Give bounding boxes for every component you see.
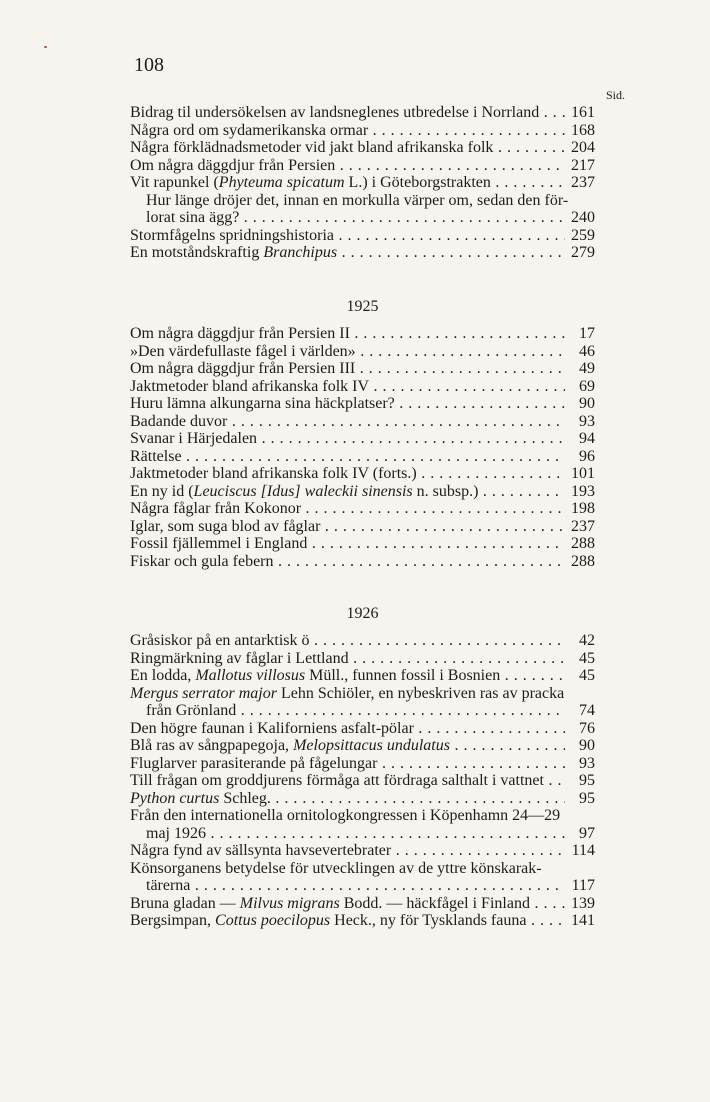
toc-entry-line: Hur länge dröjer det, innan en morkulla värper om, sedan den för- xyxy=(146,191,569,209)
toc-entry: Badande duvor . . . 93 xyxy=(130,413,595,431)
toc-entry: Fiskar och gula febern . . . 288 xyxy=(130,553,595,571)
toc-entry: från Grönland . . . 74 xyxy=(130,702,595,720)
toc-entry: Jaktmetoder bland afrikanska folk IV (forts.) . . . 101 xyxy=(130,465,595,483)
toc-entry: »Den värdefullaste fågel i världen» . . . 46 xyxy=(130,343,595,361)
page-number: 108 xyxy=(134,54,164,76)
toc-entry: maj 1926 . . . 97 xyxy=(130,825,595,843)
toc-entry: Några förklädnadsmetoder vid jakt bland afrikanska folk . . . 204 xyxy=(130,139,595,157)
toc-entry: Några fåglar från Kokonor . . . 198 xyxy=(130,500,595,518)
toc-entry: Jaktmetoder bland afrikanska folk IV . . . 69 xyxy=(130,378,595,396)
toc-entry: Bruna gladan — Milvus migrans Bodd. — häckfågel i Finland . . . 139 xyxy=(130,895,595,913)
toc-entry: Vit rapunkel (Phyteuma spicatum L.) i Göteborgstrakten . . . 237 xyxy=(130,174,595,192)
toc-entry-line: Könsorganens betydelse för utvecklingen av de yttre könskarak- xyxy=(130,859,542,877)
toc-entry: Iglar, som suga blod av fåglar . . . 237 xyxy=(130,518,595,536)
toc-entry: Några fynd av sällsynta havsevertebrater . . . 114 xyxy=(130,842,595,860)
toc-entry: Till frågan om groddjurens förmåga att fördraga salthalt i vattnet . . . 95 xyxy=(130,772,595,790)
toc-entry: Huru lämna alkungarna sina häckplatser? . . . 90 xyxy=(130,395,595,413)
toc-entry: Ringmärkning av fåglar i Lettland . . . 45 xyxy=(130,650,595,668)
toc-section-1925 xyxy=(130,298,595,570)
toc-entry: En ny id (Leuciscus [Idus] waleckii sinensis n. subsp.) . . . 193 xyxy=(130,483,595,501)
toc-entry-line: Mergus serrator major Lehn Schiöler, en nybeskriven ras av pracka xyxy=(130,684,565,702)
toc-entry: Rättelse . . . 96 xyxy=(130,448,595,466)
year-heading: 1925 xyxy=(346,298,379,315)
toc-entry: Den högre faunan i Kaliforniens asfalt-pölar . . . 76 xyxy=(130,720,595,738)
toc-entry: Svanar i Härjedalen . . . 94 xyxy=(130,430,595,448)
toc-entry: Fluglarver parasiterande på fågelungar . . . 93 xyxy=(130,755,595,773)
toc-entry: Några ord om sydamerikanska ormar . . . 168 xyxy=(130,122,595,140)
toc-entry: Bergsimpan, Cottus poecilopus Heck., ny för Tysklands fauna . . . 141 xyxy=(130,912,595,930)
sid-label: Sid. xyxy=(606,88,626,102)
toc-entry-line: Från den internationella ornitologkongressen i Köpenhamn 24—29 xyxy=(130,807,561,824)
year-heading: 1926 xyxy=(346,605,379,622)
toc-entry: Bidrag til undersökelsen av landsneglenes utbredelse i Norrland . . . 161 xyxy=(130,104,595,122)
toc-entry: Om några däggdjur från Persien II . . . 17 xyxy=(130,325,595,343)
toc-entry: Om några däggdjur från Persien III . . . 49 xyxy=(130,360,595,378)
margin-mark xyxy=(44,46,47,48)
toc-section-1926 xyxy=(130,605,595,930)
toc-section-previous xyxy=(130,104,595,262)
toc-entry: Om några däggdjur från Persien . . . 217 xyxy=(130,157,595,175)
toc-entry: En motståndskraftig Branchipus . . . 279 xyxy=(130,244,595,262)
toc-entry: Python curtus Schleg. . . . 95 xyxy=(130,790,595,808)
toc-entry: Fossil fjällemmel i England . . . 288 xyxy=(130,535,595,553)
toc-entry: Gråsiskor på en antarktisk ö . . . 42 xyxy=(130,632,595,650)
toc-entry: Stormfågelns spridningshistoria . . . 259 xyxy=(130,227,595,245)
toc-entry: Blå ras av sångpapegoja, Melopsittacus undulatus . . . 90 xyxy=(130,737,595,755)
toc-entry: lorat sina ägg? . . . 240 xyxy=(130,209,595,227)
toc-entry: tärerna . . . 117 xyxy=(130,877,595,895)
toc-entry: En lodda, Mallotus villosus Müll., funnen fossil i Bosnien . . . 45 xyxy=(130,667,595,685)
